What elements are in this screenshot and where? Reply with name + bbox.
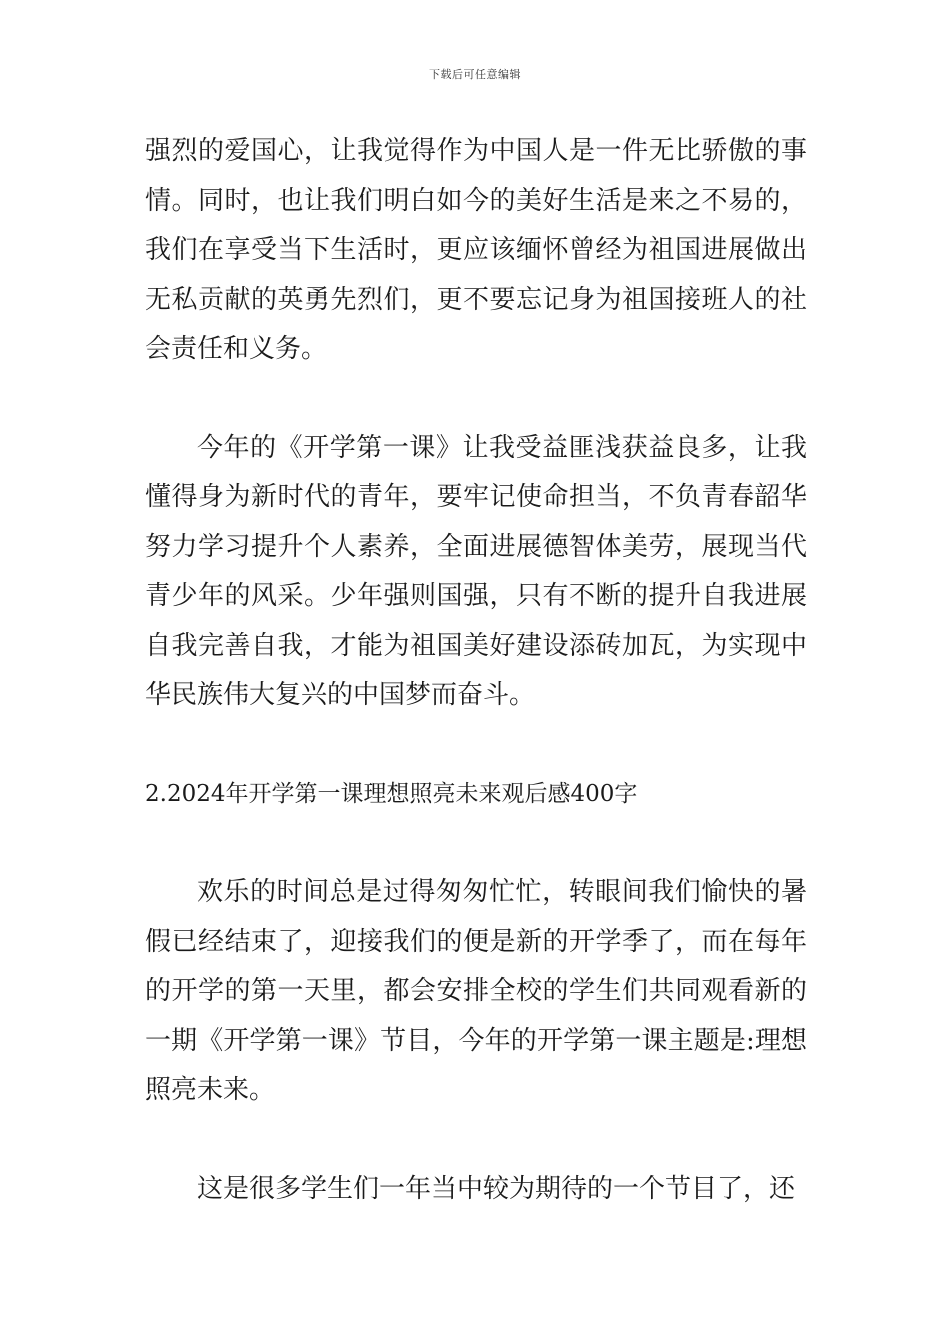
- document-body: [145, 127, 807, 1214]
- header-note: 下载后可任意编辑: [429, 68, 521, 81]
- paragraph-gap: [145, 1116, 807, 1165]
- paragraph-gap: [145, 819, 807, 868]
- paragraph-1: 强烈的爱国心，让我觉得作为中国人是一件无比骄傲的事情。同时，也让我们明白如今的美好生活是来之不易的，我们在享受当下生活时，更应该缅怀曾经为祖国进展做出无私贡献的英勇先烈们，更不要忘记身为祖国接班人的社会责任和义务。: [145, 136, 807, 364]
- paragraph-gap: [145, 375, 807, 424]
- paragraph-gap: [145, 721, 807, 770]
- paragraph-4: 这是很多学生们一年当中较为期待的一个节目了，还: [197, 1173, 796, 1204]
- paragraph-3: 欢乐的时间总是过得匆匆忙忙，转眼间我们愉快的暑假已经结束了，迎接我们的便是新的开学季了，而在每年的开学的第一天里，都会安排全校的学生们共同观看新的一期《开学第一课》节目，今年的开学第一课主题是:理想照亮未来。: [145, 877, 807, 1105]
- section-heading: 2.2024年开学第一课理想照亮未来观后感400字: [145, 780, 638, 807]
- paragraph-2: 今年的《开学第一课》让我受益匪浅获益良多，让我懂得身为新时代的青年，要牢记使命担当，不负青春韶华努力学习提升个人素养，全面进展德智体美劳，展现当代青少年的风采。少年强则国强，只有不断的提升自我进展自我完善自我，才能为祖国美好建设添砖加瓦，为实现中华民族伟大复兴的中国梦而奋斗。: [145, 432, 807, 710]
